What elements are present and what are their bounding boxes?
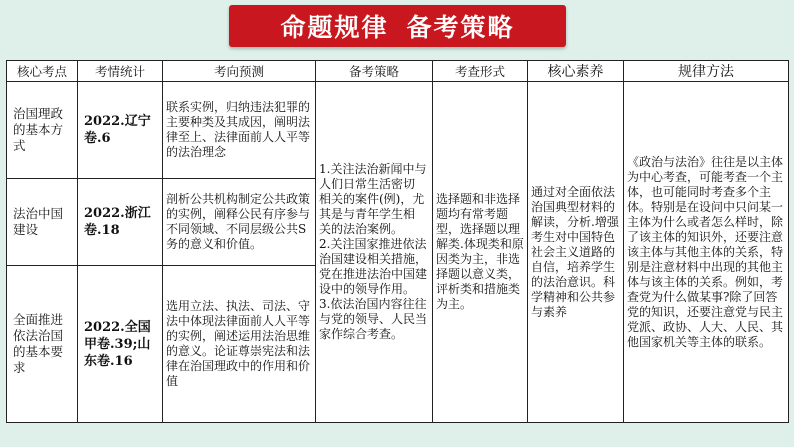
header-core-topic: 核心考点: [7, 61, 78, 82]
exam-analysis-table: [6, 60, 789, 423]
row2-stat: 2022.浙江卷.18: [78, 179, 163, 266]
strategy-line-3: 关的法治案例。: [319, 222, 404, 236]
literacy-cell: 通过对全面依法治国典型材料的解读，分析.增强考生对中国特色社会主义道路的自信，培养学生的法治意识。科学精神和公共参与素养: [528, 82, 624, 423]
row2-topic: 法治中国建设: [7, 179, 78, 266]
header-exam-stat: 考情统计: [78, 61, 163, 82]
banner-title-part1: 命题规律: [280, 13, 389, 42]
banner-title-part2: 备考策略: [406, 13, 515, 42]
row1-topic: 治国理政的基本方式: [7, 82, 78, 179]
row3-topic: 全面推进依法治国的基本要求: [7, 266, 78, 423]
header-method: 规律方法: [624, 61, 789, 82]
row2-prediction: 剖析公共机构制定公共政策的实例，阐释公民有序参与不同领域、不同层级公共S务的意义和价值。: [163, 179, 316, 266]
header-form: 考查形式: [433, 61, 528, 82]
strategy-line-4: 2.关注国家推进依法治国建设相关措施，党在推进法治中国建设中的领导作用。: [319, 237, 428, 296]
strategy-cell: [316, 82, 433, 423]
header-prediction: 考向预测: [163, 61, 316, 82]
strategy-line-5: 3.依法治国内容往往与党的领导、人民当家作综合考查。: [319, 297, 428, 341]
method-cell: 《政治与法治》往往是以主体为中心考查，可能考查一个主体，也可能同时考查多个主体。特别是在设问中只问某一主体为什么或者怎么样时，除了该主体的知识外，还要注意该主体与其他主体的关系，特别是注意材料中出现的其他主体与该主体的关系。例如，考查党为什么做某事?除了回答党的知识，还要注意党与民主党派、政协、人大、人民、其他国家机关等主体的联系。: [624, 82, 789, 423]
table-header-row: [7, 61, 789, 82]
title-banner: [229, 5, 566, 47]
header-literacy: 核心素养: [528, 61, 624, 82]
row3-stat: 2022.全国甲卷.39;山东卷.16: [78, 266, 163, 423]
form-cell: 选择题和非选择题均有常考题型，选择题以理解类.体现类和原因类为主，非选择题以意义类，评析类和措施类为主。: [433, 82, 528, 423]
header-strategy: 备考策略: [316, 61, 433, 82]
strategy-line-2: 相关的案件(例)，尤其是与青年学生相: [319, 192, 425, 221]
row3-prediction: 选用立法、执法、司法、守法中体现法律面前人人平等的实例，阐述运用法治思维的意义。论证尊崇宪法和法律在治国理政中的作用和价值: [163, 266, 316, 423]
table-row: [7, 82, 789, 179]
row1-stat: 2022.辽宁卷.6: [78, 82, 163, 179]
strategy-line-1: 1.关注法治新闻中与人们日常生活密切: [319, 162, 427, 191]
row1-prediction: 联系实例，归纳违法犯罪的主要种类及其成因，阐明法律至上、法律面前人人平等的法治理念: [163, 82, 316, 179]
